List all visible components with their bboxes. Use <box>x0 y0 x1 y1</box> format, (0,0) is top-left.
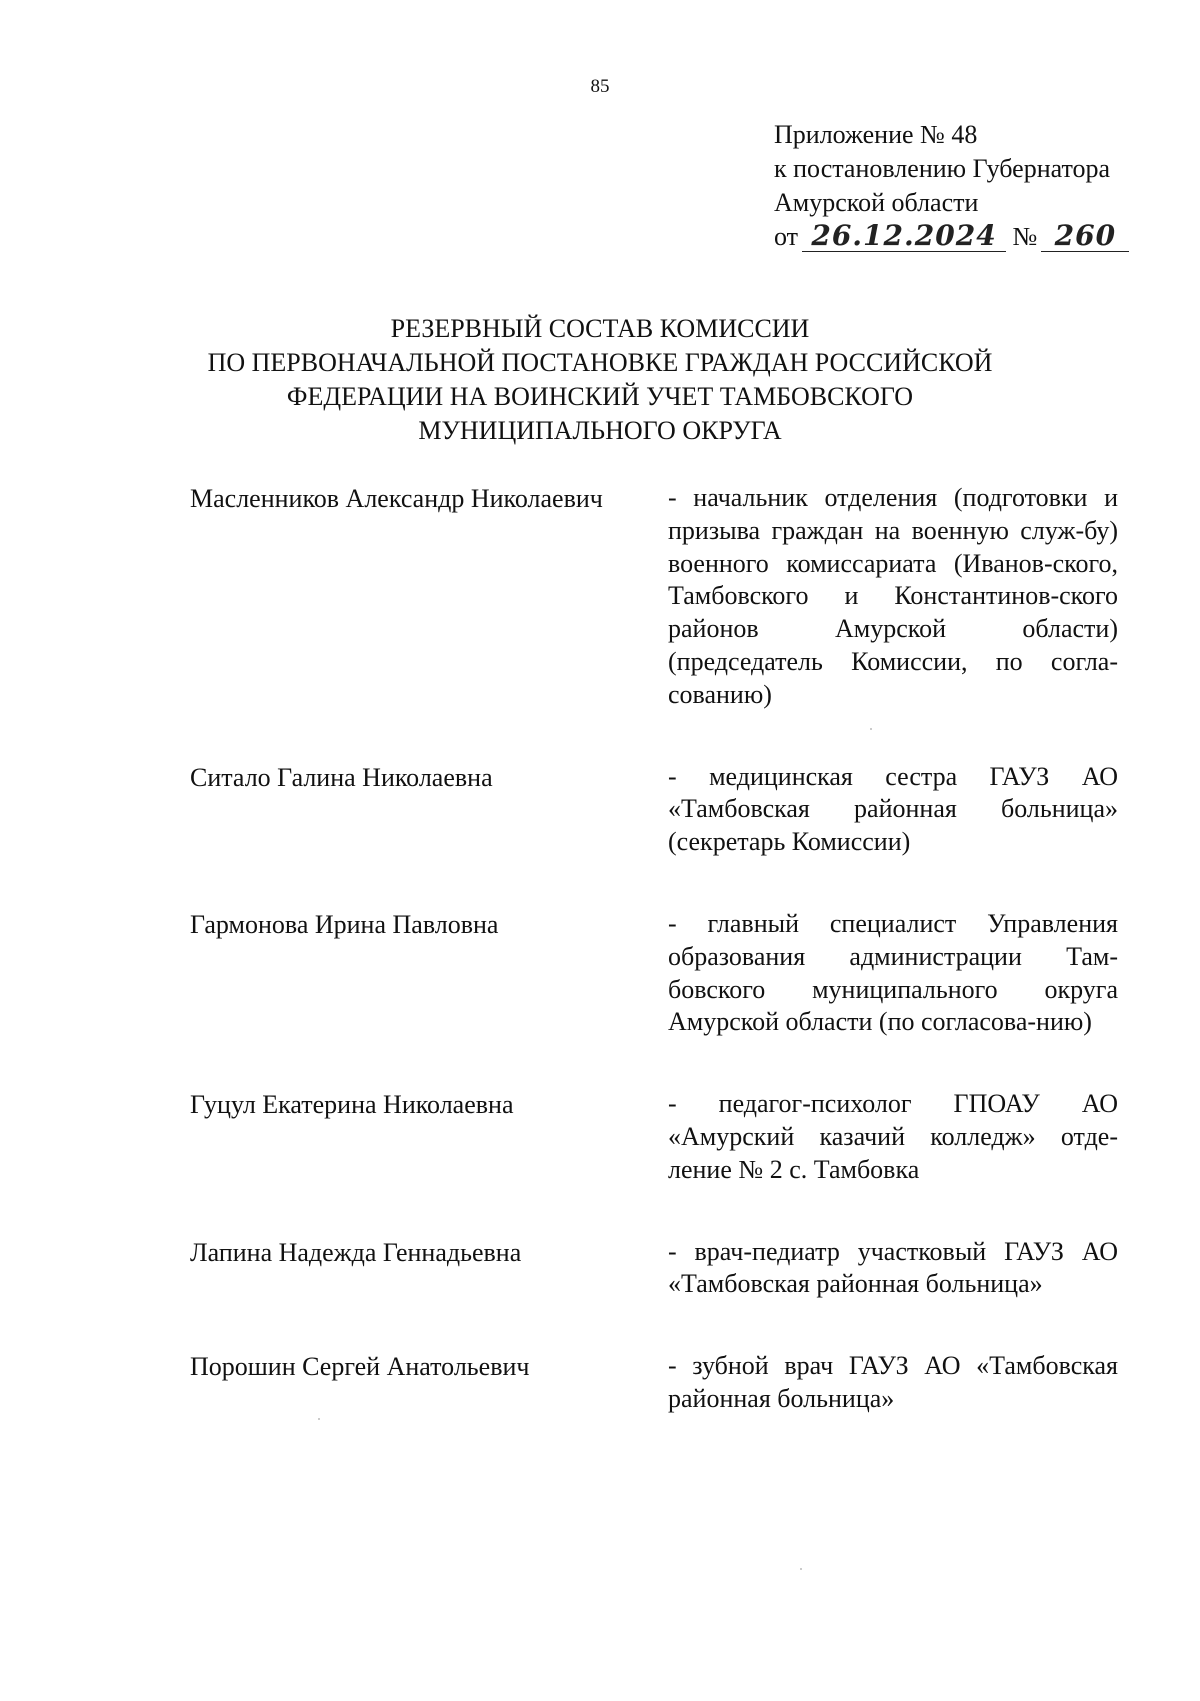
scan-speck <box>870 728 872 730</box>
member-row <box>190 1350 1120 1416</box>
annex-date-prefix: от <box>774 222 799 251</box>
member-role: - начальник отделения (подготовки и призыва граждан на военную служ-бу) военного комиссариата (Иванов-ского, Тамбовского и Константинов-ского районов Амурской области) (председатель Комиссии, по согла-сованию) <box>668 483 1118 709</box>
title-line-2: ПО ПЕРВОНАЧАЛЬНОЙ ПОСТАНОВКЕ ГРАЖДАН РОССИЙСКОЙ <box>207 348 993 377</box>
title-line-3: ФЕДЕРАЦИИ НА ВОИНСКИЙ УЧЕТ ТАМБОВСКОГО <box>286 382 914 411</box>
member-name: Порошин Сергей Анатольевич <box>190 1352 530 1382</box>
scan-speck <box>800 1568 802 1570</box>
member-row <box>190 908 1120 1039</box>
member-role: - врач-педиатр участковый ГАУЗ АО «Тамбовская районная больница» <box>668 1236 1118 1299</box>
document-title <box>0 312 1200 448</box>
member-role: - педагог-психолог ГПОАУ АО «Амурский казачий колледж» отде-ление № 2 с. Тамбовка <box>668 1089 1118 1184</box>
annex-date-line <box>774 220 1129 254</box>
member-name: Гармонова Ирина Павловна <box>190 909 499 939</box>
annex-title: Приложение № 48 <box>774 120 978 149</box>
member-role: - медицинская сестра ГАУЗ АО «Тамбовская районная больница» (секретарь Комиссии) <box>668 761 1118 857</box>
handwritten-date: 26.12.2024 <box>802 221 1006 252</box>
title-line-1: РЕЗЕРВНЫЙ СОСТАВ КОМИССИИ <box>390 314 810 343</box>
annex-number-label: № <box>1012 222 1038 251</box>
member-role: - главный специалист Управления образования администрации Там-бовского муниципального округа Амурской области (по согласова-нию) <box>668 908 1118 1037</box>
annex-region: Амурской области <box>774 188 979 217</box>
members-list <box>190 482 1120 1416</box>
member-row <box>190 482 1120 712</box>
member-row <box>190 1236 1120 1302</box>
annex-block <box>774 118 1129 254</box>
member-role: - зубной врач ГАУЗ АО «Тамбовская районная больница» <box>668 1351 1118 1413</box>
member-name: Масленников Александр Николаевич <box>190 484 603 513</box>
member-name: Лапина Надежда Геннадьевна <box>190 1237 522 1267</box>
scan-speck <box>318 1418 320 1420</box>
member-row <box>190 761 1120 859</box>
member-name: Ситало Галина Николаевна <box>190 762 493 792</box>
member-name: Гуцул Екатерина Николаевна <box>190 1090 514 1120</box>
member-row <box>190 1088 1120 1186</box>
page-number: 85 <box>590 76 610 97</box>
title-line-4: МУНИЦИПАЛЬНОГО ОКРУГА <box>418 416 782 445</box>
handwritten-number: 260 <box>1041 221 1129 252</box>
annex-reference: к постановлению Губернатора <box>774 154 1111 183</box>
